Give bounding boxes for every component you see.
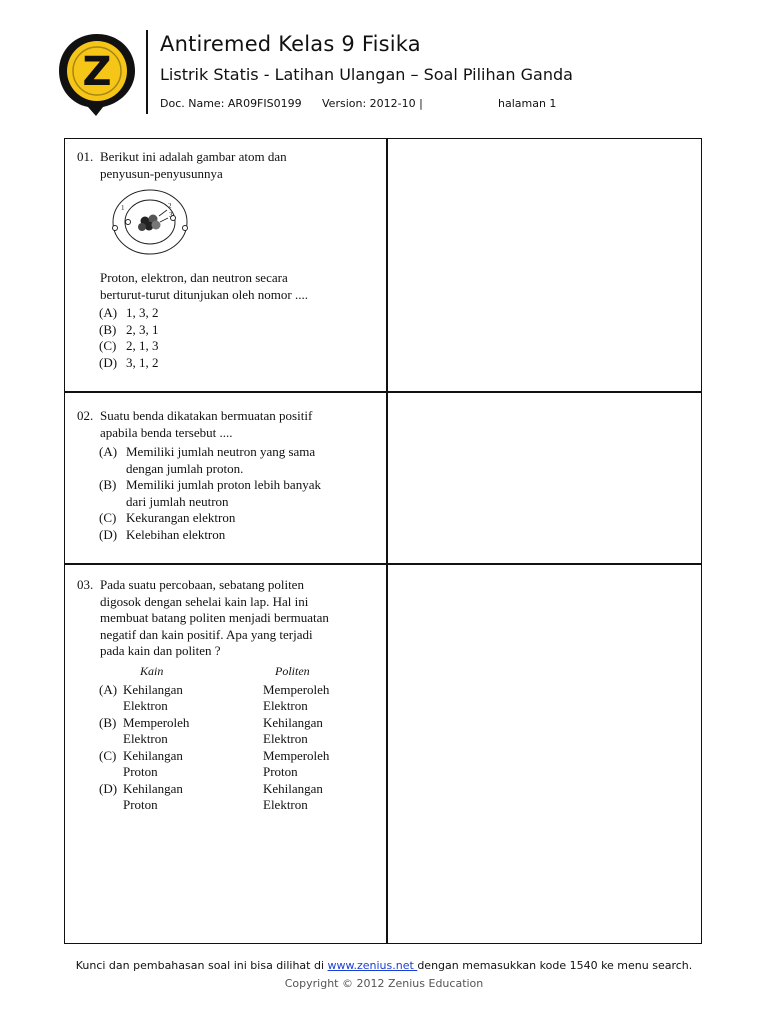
option-label: (C) [99, 747, 117, 763]
stem-line: negatif dan kain positif. Apa yang terjadi [100, 626, 313, 642]
option-text: Memiliki jumlah neutron yang sama [126, 444, 316, 459]
option-b[interactable] [77, 322, 377, 339]
option-label: (A) [99, 444, 118, 459]
kain-text: Proton [123, 797, 158, 812]
question-stem-2 [100, 270, 377, 303]
kain-text: Kehilangan [123, 747, 183, 763]
option-list [77, 682, 377, 814]
option-b[interactable] [77, 477, 377, 510]
logo-letter: Z [82, 49, 112, 95]
footer-text: dengan memasukkan kode 1540 ke menu search. [417, 959, 693, 972]
option-label: (A) [99, 681, 118, 697]
question-table [64, 138, 702, 944]
footer-note [0, 959, 768, 972]
option-list [77, 444, 377, 543]
option-b[interactable] [77, 715, 377, 748]
column-headers [77, 663, 377, 682]
question-2 [77, 408, 377, 543]
zenius-logo [54, 30, 140, 116]
option-label: (C) [99, 338, 117, 353]
option-label: (C) [99, 510, 117, 525]
question-stem [100, 149, 377, 182]
option-text: dari jumlah neutron [126, 493, 229, 509]
option-label: (B) [99, 477, 117, 492]
atom-label-1: 1 [121, 204, 125, 212]
option-text: Kelebihan elektron [126, 526, 226, 542]
option-label: (D) [99, 780, 118, 796]
stem-line: apabila benda tersebut .... [100, 424, 233, 440]
atom-label-2: 2 [168, 202, 172, 210]
question-stem [100, 577, 377, 660]
option-text: dengan jumlah proton. [126, 460, 244, 476]
option-label: (D) [99, 354, 118, 370]
stem-line: Suatu benda dikatakan bermuatan positif [100, 408, 313, 423]
doc-name: Doc. Name: AR09FIS0199 [160, 97, 302, 110]
question-number: 03. [77, 577, 94, 592]
kain-text: Elektron [123, 698, 168, 713]
option-c[interactable] [77, 510, 377, 527]
column-divider [386, 139, 388, 943]
question-number: 01. [77, 149, 94, 164]
option-label: (B) [99, 321, 117, 337]
option-label: (A) [99, 305, 118, 320]
option-text: 1, 3, 2 [126, 305, 159, 320]
kain-text: Proton [123, 764, 158, 779]
copyright: Copyright © 2012 Zenius Education [284, 977, 484, 990]
page-subtitle: Listrik Statis - Latihan Ulangan – Soal Pilihan Ganda [160, 65, 573, 84]
politen-text: Elektron [263, 731, 308, 746]
option-text: 2, 1, 3 [126, 338, 159, 353]
option-a[interactable] [77, 305, 377, 322]
stem-line: penyusun-penyusunnya [100, 165, 223, 181]
option-text: Kekurangan elektron [126, 510, 236, 525]
option-d[interactable] [77, 527, 377, 544]
stem-line: Proton, elektron, dan neutron secara [100, 270, 288, 285]
question-1 [77, 149, 377, 371]
option-d[interactable] [77, 781, 377, 814]
option-c[interactable] [77, 338, 377, 355]
stem-line: membuat batang politen menjadi bermuatan [100, 610, 329, 625]
stem-line: pada kain dan politen ? [100, 643, 221, 658]
kain-text: Kehilangan [123, 780, 183, 796]
politen-text: Memperoleh [263, 747, 330, 763]
option-label: (B) [99, 714, 117, 730]
question-stem [100, 408, 377, 441]
option-d[interactable] [77, 355, 377, 372]
option-label: (D) [99, 526, 118, 542]
politen-text: Memperoleh [263, 681, 330, 697]
politen-text: Kehilangan [263, 780, 323, 796]
stem-line: Pada suatu percobaan, sebatang politen [100, 577, 304, 592]
politen-text: Elektron [263, 797, 308, 812]
row-divider [65, 563, 701, 565]
atom-label-3: 3 [169, 211, 173, 219]
column-header-kain: Kain [140, 663, 164, 678]
kain-text: Kehilangan [123, 681, 183, 697]
kain-text: Memperoleh [123, 714, 190, 730]
header-divider [146, 30, 148, 114]
doc-version: Version: 2012-10 | [322, 97, 423, 110]
question-number: 02. [77, 408, 94, 423]
politen-text: Elektron [263, 698, 308, 713]
question-3 [77, 577, 377, 814]
footer-text: Kunci dan pembahasan soal ini bisa dilihat di [75, 959, 328, 972]
option-text: 2, 3, 1 [126, 321, 159, 337]
option-a[interactable] [77, 682, 377, 715]
option-c[interactable] [77, 748, 377, 781]
row-divider [65, 391, 701, 393]
column-header-politen: Politen [275, 663, 310, 678]
option-a[interactable] [77, 444, 377, 477]
option-text: Memiliki jumlah proton lebih banyak [126, 477, 321, 492]
stem-line: Berikut ini adalah gambar atom dan [100, 149, 287, 164]
page-title: Antiremed Kelas 9 Fisika [160, 32, 421, 56]
page-number: halaman 1 [498, 97, 557, 110]
option-list [77, 305, 377, 371]
stem-line: digosok dengan sehelai kain lap. Hal ini [100, 593, 309, 609]
stem-line: berturut-turut ditunjukan oleh nomor .... [100, 286, 308, 302]
zenius-link[interactable]: www.zenius.net [327, 959, 418, 972]
atom-diagram [107, 188, 193, 260]
kain-text: Elektron [123, 731, 168, 746]
politen-text: Kehilangan [263, 714, 323, 730]
politen-text: Proton [263, 764, 298, 779]
option-text: 3, 1, 2 [126, 354, 159, 370]
